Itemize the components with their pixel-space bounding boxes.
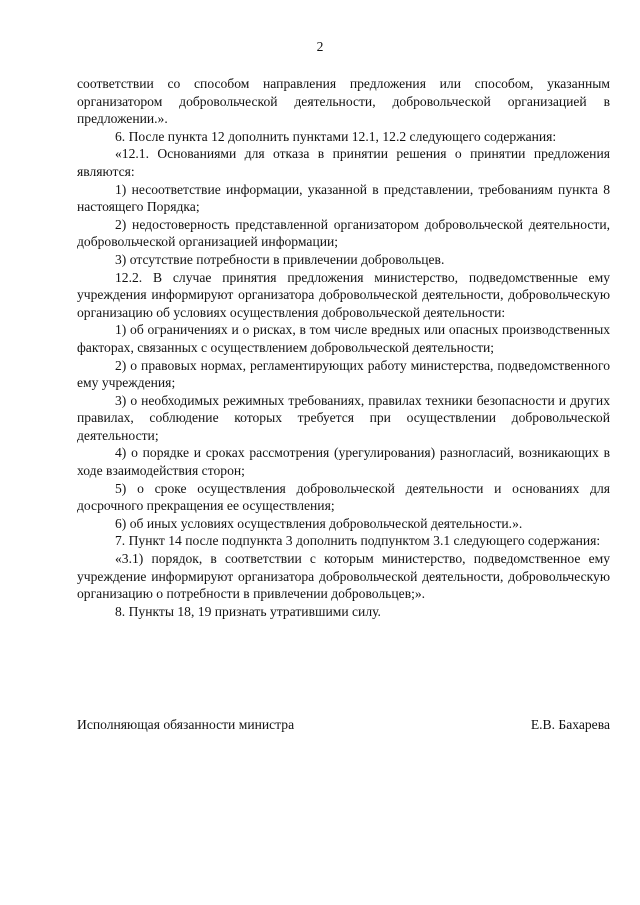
paragraph: 5) о сроке осуществления добровольческой деятельности и основаниях для досрочного прекращения ее осуществления; <box>77 480 610 514</box>
signature-block <box>77 716 610 736</box>
paragraph: «3.1) порядок, в соответствии с которым министерство, подведомственное ему учреждение информируют организатора добровольческой деятельности, добровольческую организацию о потребности в привлечении добровольцев;». <box>77 551 610 602</box>
document-body <box>77 75 610 620</box>
paragraph: 12.2. В случае принятия предложения министерство, подведомственные ему учреждения информируют организатора добровольческой деятельности, добровольческую организацию об условиях осуществления добровольческой деятельности: <box>77 269 610 320</box>
paragraph: 8. Пункты 18, 19 признать утратившими силу. <box>115 603 381 619</box>
paragraph: соответствии со способом направления предложения или способом, указанным организатором добровольческой деятельности, добровольческой организацией в предложении.». <box>77 76 610 127</box>
paragraph: 3) о необходимых режимных требованиях, правилах техники безопасности и других правилах, соблюдение которых требуется при осуществлении добровольческой деятельности; <box>77 392 610 443</box>
page-number: 2 <box>316 39 324 54</box>
paragraph: 2) недостоверность представленной организатором добровольческой деятельности, добровольческой организацией информации; <box>77 216 610 250</box>
paragraph: 2) о правовых нормах, регламентирующих работу министерства, подведомственного ему учреждения; <box>77 357 610 391</box>
paragraph: 1) несоответствие информации, указанной в представлении, требованиям пункта 8 настоящего Порядка; <box>77 181 610 215</box>
signatory-name: Е.В. Бахарева <box>530 717 610 732</box>
paragraph: 4) о порядке и сроках рассмотрения (урегулирования) разногласий, возникающих в ходе взаимодействия сторон; <box>77 445 610 479</box>
paragraph: 6. После пункта 12 дополнить пунктами 12.1, 12.2 следующего содержания: <box>115 128 557 144</box>
paragraph: 7. Пункт 14 после подпункта 3 дополнить подпунктом 3.1 следующего содержания: <box>115 533 601 549</box>
paragraph: «12.1. Основаниями для отказа в принятии решения о принятии предложения являются: <box>77 146 610 179</box>
signatory-title: Исполняющая обязанности министра <box>77 717 295 732</box>
paragraph: 3) отсутствие потребности в привлечении добровольцев. <box>115 251 445 267</box>
paragraph: 6) об иных условиях осуществления добровольческой деятельности.». <box>115 515 523 531</box>
paragraph: 1) об ограничениях и о рисках, в том числе вредных или опасных производственных факторах, связанных с осуществлением добровольческой деятельности; <box>77 322 610 355</box>
